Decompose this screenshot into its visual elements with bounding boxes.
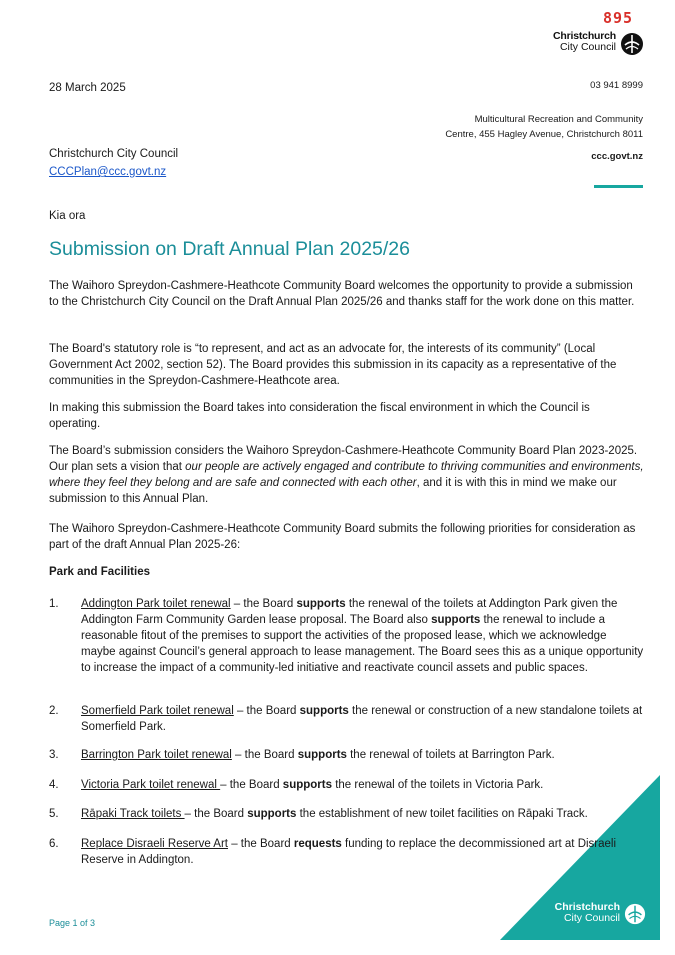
item-text-part: – the Board (228, 838, 294, 850)
item-stance: supports (431, 614, 481, 626)
item-text-part: – the Board (233, 705, 300, 717)
logo-line2: City Council (559, 41, 616, 53)
item-stance: supports (247, 808, 297, 820)
council-website: ccc.govt.nz (591, 151, 643, 162)
recipient-email-link[interactable]: CCCPlan@ccc.govt.nz (49, 166, 167, 178)
priority-item (49, 703, 644, 735)
item-text-part: the renewal of the toilets in Victoria Park. (332, 779, 544, 791)
footer-logo-wordmark (555, 902, 620, 924)
council-emblem-icon (620, 32, 644, 56)
item-title: Somerfield Park toilet renewal (81, 705, 234, 717)
item-title: Victoria Park toilet renewal (81, 779, 221, 791)
priority-item (49, 747, 644, 763)
priority-item (49, 596, 644, 676)
item-number: 4. (49, 779, 59, 791)
item-title: Replace Disraeli Reserve Art (81, 838, 229, 850)
item-text-part: the renewal of the toilets at Addington Park given the Addington Farm Community Garden lease proposal. The Board also (81, 598, 618, 626)
item-text-part: the establishment of new toilet facilities on Rāpaki Track. (296, 808, 588, 820)
item-text (81, 703, 644, 735)
item-text (81, 836, 644, 868)
item-title: Barrington Park toilet renewal (81, 749, 232, 761)
item-number: 3. (49, 749, 59, 761)
council-phone: 03 941 8999 (590, 80, 643, 91)
item-stance: requests (293, 838, 342, 850)
item-text-part: – the Board (220, 779, 283, 791)
document-title: Submission on Draft Annual Plan 2025/26 (49, 238, 410, 260)
item-title: Addington Park toilet renewal (81, 598, 231, 610)
item-number: 6. (49, 838, 59, 850)
item-stance: supports (296, 598, 346, 610)
item-text-part: the renewal or construction of a new standalone toilets at Somerfield Park. (81, 705, 643, 733)
item-text-part: – the Board (230, 598, 297, 610)
greeting: Kia ora (49, 210, 86, 222)
priorities-intro-paragraph: The Waihoro Spreydon-Cashmere-Heathcote Community Board submits the following priorities for consideration as part of the draft Annual Plan 2025-26: (49, 523, 636, 551)
statutory-role-paragraph: The Board's statutory role is “to represent, and act as an advocate for, the interests of its community” (Local Government Act 2002, section 52). The Board provides this submission in its capacity as a representative of the communities in the Spreydon-Cashmere-Heathcote area. (49, 343, 617, 387)
board-plan-vision: our people are actively engaged and contribute to thriving communities and environments, where they feel they belong and are safe and connected with each other (49, 461, 644, 489)
logo-line1: Christchurch (553, 30, 616, 42)
priority-item (49, 836, 644, 868)
item-text-part: the renewal to include a reasonable fitout of the premises to support the activities of the proposed lease, which we acknowledge maybe against Council’s general approach to lease management. The Board sees this as a unique opportunity to increase the impact of a community-led initiative and reactivate council assets and public spaces. (81, 614, 644, 674)
page-number: 895 (603, 9, 634, 27)
item-title: Rāpaki Track toilets (81, 808, 185, 820)
item-text-part: – the Board (184, 808, 248, 820)
logo-wordmark (553, 31, 616, 53)
item-stance: supports (299, 705, 349, 717)
footer-page-label: Page 1 of 3 (49, 918, 96, 928)
council-address-line2: Centre, 455 Hagley Avenue, Christchurch 8011 (445, 129, 643, 140)
section-heading: Park and Facilities (49, 566, 150, 578)
board-plan-text-after: , and it is with this in mind we make our submission to this Annual Plan. (49, 477, 617, 505)
letter-date: 28 March 2025 (49, 82, 126, 94)
item-text (81, 747, 644, 763)
item-number: 1. (49, 598, 59, 610)
footer-logo-line2: City Council (563, 912, 620, 924)
accent-divider (594, 185, 643, 188)
council-logo (544, 31, 644, 57)
recipient-name: Christchurch City Council (49, 148, 179, 160)
item-stance: supports (297, 749, 347, 761)
council-address-line1: Multicultural Recreation and Community (474, 114, 643, 125)
item-number: 5. (49, 808, 59, 820)
footer-council-logo (550, 902, 646, 926)
board-plan-text-before: The Board’s submission considers the Waihoro Spreydon-Cashmere-Heathcote Community Board Plan 2023-2025. Our plan sets a vision that (49, 445, 638, 473)
footer-logo-line1: Christchurch (554, 901, 620, 913)
item-text (81, 596, 644, 676)
item-text-part: the renewal of toilets at Barrington Park. (346, 749, 555, 761)
item-text-part: – the Board (231, 749, 298, 761)
intro-paragraph: The Waihoro Spreydon-Cashmere-Heathcote Community Board welcomes the opportunity to provide a submission to the Christchurch City Council on the Draft Annual Plan 2025/26 and thanks staff for the work done on this matter. (49, 280, 635, 308)
item-stance: supports (282, 779, 332, 791)
fiscal-paragraph: In making this submission the Board takes into consideration the fiscal environment in which the Council is operating. (49, 402, 590, 430)
item-text-part: funding to replace the decommissioned art at Disraeli Reserve in Addington. (81, 838, 617, 866)
item-number: 2. (49, 705, 59, 717)
board-plan-paragraph (49, 443, 644, 507)
footer-council-emblem-icon (624, 903, 646, 925)
